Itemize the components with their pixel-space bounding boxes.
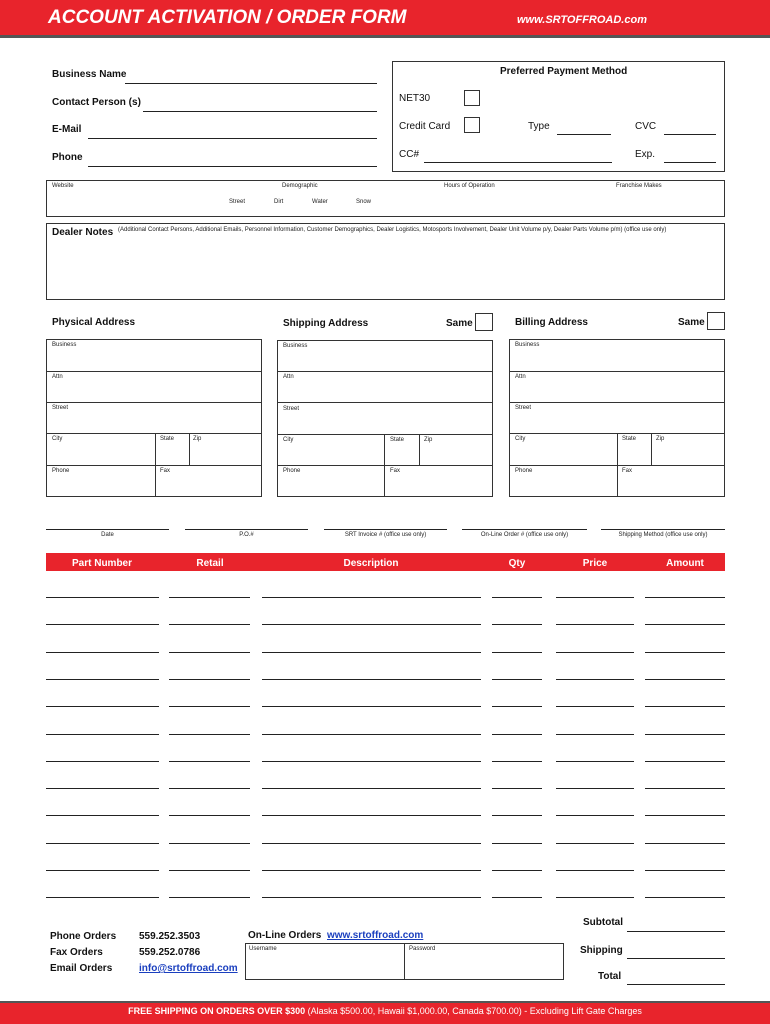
online-order-label: On-Line Order # (office use only) [480, 532, 569, 538]
phone-field[interactable] [88, 166, 377, 167]
billing-state-label: State [622, 436, 637, 442]
exp-field[interactable] [664, 162, 716, 163]
email-orders-label: Email Orders [50, 963, 113, 974]
billing-city-label: City [515, 436, 526, 442]
order-line-part-number[interactable] [46, 870, 159, 871]
order-line-qty[interactable] [492, 788, 542, 789]
physical-zip-label: Zip [193, 436, 202, 442]
business-name-field[interactable] [125, 83, 377, 84]
order-line-price[interactable] [556, 679, 634, 680]
physical-attn-field[interactable] [46, 371, 262, 403]
col-price: Price [582, 558, 608, 569]
order-line-amount[interactable] [645, 761, 725, 762]
shipping-zip-label: Zip [424, 437, 433, 443]
physical-phone-label: Phone [52, 468, 70, 474]
demographic-dirt: Dirt [274, 199, 284, 205]
shipping-attn-field[interactable] [277, 371, 493, 403]
shipping-city-label: City [283, 437, 294, 443]
online-orders-label: On-Line Orders [248, 930, 322, 941]
online-order-field[interactable] [462, 529, 587, 530]
contact-person-label: Contact Person (s) [52, 97, 141, 108]
billing-same-checkbox[interactable] [707, 312, 725, 330]
shipping-state-label: State [390, 437, 405, 443]
po-label: P.O.# [239, 532, 254, 538]
col-qty: Qty [508, 558, 526, 569]
billing-attn-label: Attn [515, 374, 526, 380]
order-line-description[interactable] [262, 679, 481, 680]
fax-orders-value: 559.252.0786 [139, 947, 201, 958]
order-line-amount[interactable] [645, 734, 725, 735]
order-line-qty[interactable] [492, 843, 542, 844]
order-line-price[interactable] [556, 652, 634, 653]
business-name-label: Business Name [52, 69, 127, 80]
physical-city-field[interactable] [46, 433, 156, 466]
order-line-part-number[interactable] [46, 788, 159, 789]
phone-orders-label: Phone Orders [50, 931, 117, 942]
contact-person-field[interactable] [143, 111, 377, 112]
col-amount: Amount [666, 558, 704, 569]
order-line-qty[interactable] [492, 597, 542, 598]
shipping-total-label: Shipping [580, 945, 623, 956]
franchise-label: Franchise Makes [616, 183, 662, 189]
order-line-price[interactable] [556, 734, 634, 735]
header-website: www.SRTOFFROAD.com [517, 14, 647, 26]
billing-attn-field[interactable] [509, 371, 725, 403]
payment-method-title: Preferred Payment Method [500, 66, 628, 77]
email-field[interactable] [88, 138, 377, 139]
order-line-part-number[interactable] [46, 597, 159, 598]
physical-street-label: Street [52, 405, 69, 411]
order-line-part-number[interactable] [46, 734, 159, 735]
order-line-retail[interactable] [169, 679, 250, 680]
shipping-business-label: Business [283, 343, 308, 349]
shipping-method-field[interactable] [601, 529, 725, 530]
invoice-field[interactable] [324, 529, 447, 530]
subtotal-field[interactable] [627, 931, 725, 932]
physical-attn-label: Attn [52, 374, 63, 380]
demographic-water: Water [312, 199, 328, 205]
password-label: Password [409, 946, 436, 952]
order-line-amount[interactable] [645, 652, 725, 653]
order-line-description[interactable] [262, 843, 481, 844]
shipping-address-title: Shipping Address [283, 318, 369, 329]
order-line-description[interactable] [262, 788, 481, 789]
billing-fax-field[interactable] [617, 465, 725, 497]
order-line-amount[interactable] [645, 897, 725, 898]
physical-address-title: Physical Address [52, 317, 136, 328]
billing-business-field[interactable] [509, 339, 725, 372]
date-field[interactable] [46, 529, 169, 530]
col-part-number: Part Number [71, 558, 132, 569]
email-orders-link[interactable]: info@srtoffroad.com [139, 963, 238, 974]
order-line-price[interactable] [556, 788, 634, 789]
demographic-street: Street [229, 199, 246, 205]
cc-number-label: CC# [399, 149, 420, 160]
online-orders-link[interactable]: www.srtoffroad.com [327, 930, 424, 941]
shipping-attn-label: Attn [283, 374, 294, 380]
order-line-description[interactable] [262, 652, 481, 653]
order-line-retail[interactable] [169, 870, 250, 871]
shipping-fax-label: Fax [390, 468, 401, 474]
order-line-amount[interactable] [645, 815, 725, 816]
billing-business-label: Business [515, 342, 540, 348]
payment-method-box [392, 61, 725, 172]
order-line-part-number[interactable] [46, 706, 159, 707]
order-line-retail[interactable] [169, 706, 250, 707]
cvc-label: CVC [635, 121, 657, 132]
order-line-part-number[interactable] [46, 843, 159, 844]
demographic-snow: Snow [356, 199, 372, 205]
order-line-price[interactable] [556, 706, 634, 707]
billing-street-field[interactable] [509, 402, 725, 434]
dealer-notes-box[interactable] [46, 223, 725, 300]
physical-business-label: Business [52, 342, 77, 348]
order-line-retail[interactable] [169, 734, 250, 735]
order-line-description[interactable] [262, 870, 481, 871]
demographic-label: Demographic [282, 183, 318, 189]
username-field[interactable] [246, 944, 403, 979]
password-field[interactable] [405, 944, 563, 979]
website-label: Website [52, 183, 74, 189]
order-line-retail[interactable] [169, 597, 250, 598]
physical-fax-field[interactable] [155, 465, 262, 497]
order-line-retail[interactable] [169, 624, 250, 625]
billing-phone-label: Phone [515, 468, 533, 474]
order-line-retail[interactable] [169, 788, 250, 789]
date-label: Date [101, 532, 114, 538]
credit-card-label: Credit Card [399, 121, 451, 132]
order-line-price[interactable] [556, 870, 634, 871]
order-line-part-number[interactable] [46, 761, 159, 762]
order-line-retail[interactable] [169, 815, 250, 816]
order-line-retail[interactable] [169, 897, 250, 898]
net30-checkbox[interactable] [464, 90, 480, 106]
billing-street-label: Street [515, 405, 532, 411]
dealer-notes-hint: (Additional Contact Persons, Additional Emails, Personnel Information, Customer Demographics, Dealer Logistics, Motosports Involvement, Dealer Unit Volume p/y, Dealer Parts Volume p/m) (office use only) [118, 227, 667, 233]
order-line-part-number[interactable] [46, 815, 159, 816]
email-label: E-Mail [52, 124, 82, 135]
order-line-part-number[interactable] [46, 679, 159, 680]
order-line-qty[interactable] [492, 734, 542, 735]
footer-shipping-note [0, 1006, 770, 1016]
dealer-notes-label: Dealer Notes [52, 227, 114, 238]
total-field[interactable] [627, 984, 725, 985]
order-line-amount[interactable] [645, 679, 725, 680]
billing-address-title: Billing Address [515, 317, 588, 328]
order-line-price[interactable] [556, 843, 634, 844]
order-line-price[interactable] [556, 761, 634, 762]
footer-free-shipping: FREE SHIPPING ON ORDERS OVER $300 [128, 1006, 306, 1016]
footer-exclusions: (Alaska $500.00, Hawaii $1,000.00, Canada $700.00) - Excluding Lift Gate Charges [305, 1006, 642, 1016]
order-line-part-number[interactable] [46, 652, 159, 653]
order-line-amount[interactable] [645, 843, 725, 844]
card-type-label: Type [528, 121, 550, 132]
physical-street-field[interactable] [46, 402, 262, 434]
order-line-price[interactable] [556, 624, 634, 625]
order-line-description[interactable] [262, 706, 481, 707]
order-line-price[interactable] [556, 815, 634, 816]
order-line-description[interactable] [262, 734, 481, 735]
form-title: ACCOUNT ACTIVATION / ORDER FORM [48, 7, 407, 28]
order-line-retail[interactable] [169, 843, 250, 844]
order-line-retail[interactable] [169, 761, 250, 762]
cc-number-field[interactable] [424, 162, 612, 163]
hours-label: Hours of Operation [444, 183, 495, 189]
physical-business-field[interactable] [46, 339, 262, 372]
order-line-description[interactable] [262, 597, 481, 598]
order-line-price[interactable] [556, 597, 634, 598]
order-line-retail[interactable] [169, 652, 250, 653]
phone-label: Phone [52, 152, 83, 163]
order-line-description[interactable] [262, 624, 481, 625]
shipping-business-field[interactable] [277, 340, 493, 372]
shipping-total-field[interactable] [627, 958, 725, 959]
order-line-description[interactable] [262, 815, 481, 816]
cvc-field[interactable] [664, 134, 716, 135]
exp-label: Exp. [635, 149, 656, 160]
order-line-qty[interactable] [492, 624, 542, 625]
order-line-amount[interactable] [645, 788, 725, 789]
shipping-street-field[interactable] [277, 402, 493, 435]
credit-card-checkbox[interactable] [464, 117, 480, 133]
order-line-amount[interactable] [645, 597, 725, 598]
total-label: Total [598, 971, 622, 982]
shipping-fax-field[interactable] [384, 465, 493, 497]
order-line-part-number[interactable] [46, 624, 159, 625]
billing-same-label: Same [678, 317, 705, 328]
col-retail: Retail [196, 558, 224, 569]
order-line-amount[interactable] [645, 706, 725, 707]
shipping-street-label: Street [283, 406, 300, 412]
invoice-label: SRT Invoice # (office use only) [344, 532, 427, 538]
order-line-qty[interactable] [492, 706, 542, 707]
shipping-same-label: Same [446, 318, 473, 329]
order-line-qty[interactable] [492, 870, 542, 871]
order-line-qty[interactable] [492, 761, 542, 762]
net30-label: NET30 [399, 93, 431, 104]
shipping-method-label: Shipping Method (office use only) [618, 532, 708, 538]
physical-city-label: City [52, 436, 63, 442]
username-label: Username [249, 946, 277, 952]
po-field[interactable] [185, 529, 308, 530]
phone-orders-value: 559.252.3503 [139, 931, 201, 942]
order-line-qty[interactable] [492, 815, 542, 816]
physical-fax-label: Fax [160, 468, 171, 474]
card-type-field[interactable] [557, 134, 611, 135]
col-description: Description [343, 558, 399, 569]
billing-city-field[interactable] [509, 433, 618, 466]
order-line-price[interactable] [556, 897, 634, 898]
shipping-same-checkbox[interactable] [475, 313, 493, 331]
order-line-part-number[interactable] [46, 897, 159, 898]
order-line-qty[interactable] [492, 897, 542, 898]
order-line-description[interactable] [262, 897, 481, 898]
billing-zip-label: Zip [656, 436, 665, 442]
order-line-amount[interactable] [645, 624, 725, 625]
physical-state-label: State [160, 436, 175, 442]
subtotal-label: Subtotal [583, 917, 623, 928]
order-line-qty[interactable] [492, 679, 542, 680]
shipping-phone-label: Phone [283, 468, 301, 474]
order-line-qty[interactable] [492, 652, 542, 653]
billing-fax-label: Fax [622, 468, 633, 474]
order-line-description[interactable] [262, 761, 481, 762]
order-line-amount[interactable] [645, 870, 725, 871]
fax-orders-label: Fax Orders [50, 947, 103, 958]
